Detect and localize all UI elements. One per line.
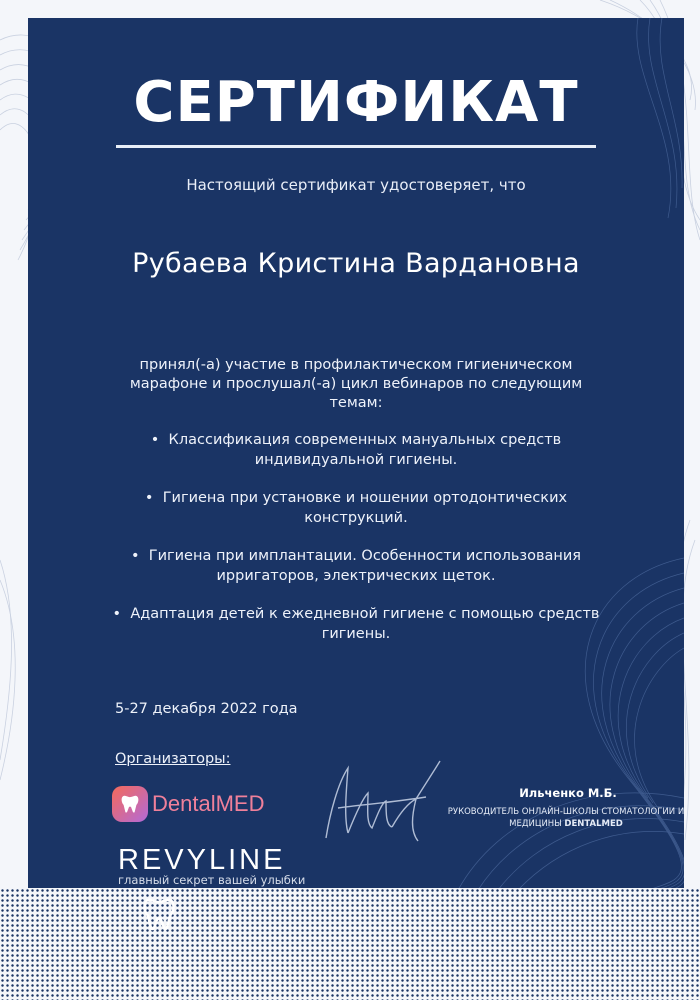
dentalmed-logo [112,786,264,822]
signature-mark [308,753,448,853]
dentalmed-logo-text: DentalMED [152,791,265,816]
tooth-icon [119,793,141,815]
topic-item [98,488,614,528]
bullet: • [130,548,140,564]
topic-text: Классификация современных мануальных средств индивидуальной гигиены. [168,432,562,468]
topic-item [98,430,614,470]
revyline-tagline: главный секрет вашей улыбки [118,873,306,887]
certificate-card [28,18,684,890]
bullet: • [112,606,122,622]
revyline-logo: REVYLINE [118,844,286,876]
recipient-name: Рубаева Кристина Вардановна [132,248,580,279]
topic-text: Гигиена при имплантации. Особенности использования ирригаторов, электрических щеток. [148,548,582,584]
topic-item [98,604,614,644]
event-date: 5-27 декабря 2022 года [115,701,298,717]
topic-item [98,546,614,586]
intro-text: Настоящий сертификат удостоверяет, что [186,176,526,194]
tooth-icon [140,895,178,933]
dentalmed-logo-icon [112,786,148,822]
participation-text: принял(-а) участие в профилактическом гигиеническом марафоне и прослушал(-а) цикл вебинаров по следующим темам: [129,357,583,411]
organizers-label: Организаторы: [115,751,231,767]
signer-role-text: РУКОВОДИТЕЛЬ ОНЛАЙН-ШКОЛЫ СТОМАТОЛОГИИ И МЕДИЦИНЫ [447,807,684,829]
dotted-footer-pattern [0,888,700,1000]
bullet: • [150,432,160,448]
signer-name: Ильченко М.Б. [519,786,617,800]
certificate-title: СЕРТИФИКАТ [133,70,579,135]
signer-role [446,806,684,830]
topics-list [98,430,614,662]
title-underline [116,145,596,148]
topic-text: Адаптация детей к ежедневной гигиене с помощью средств гигиены. [130,606,600,642]
bullet: • [144,490,154,506]
signer-role-brand: DENTALMED [564,819,623,829]
topic-text: Гигиена при установке и ношении ортодонтических конструкций. [162,490,568,526]
